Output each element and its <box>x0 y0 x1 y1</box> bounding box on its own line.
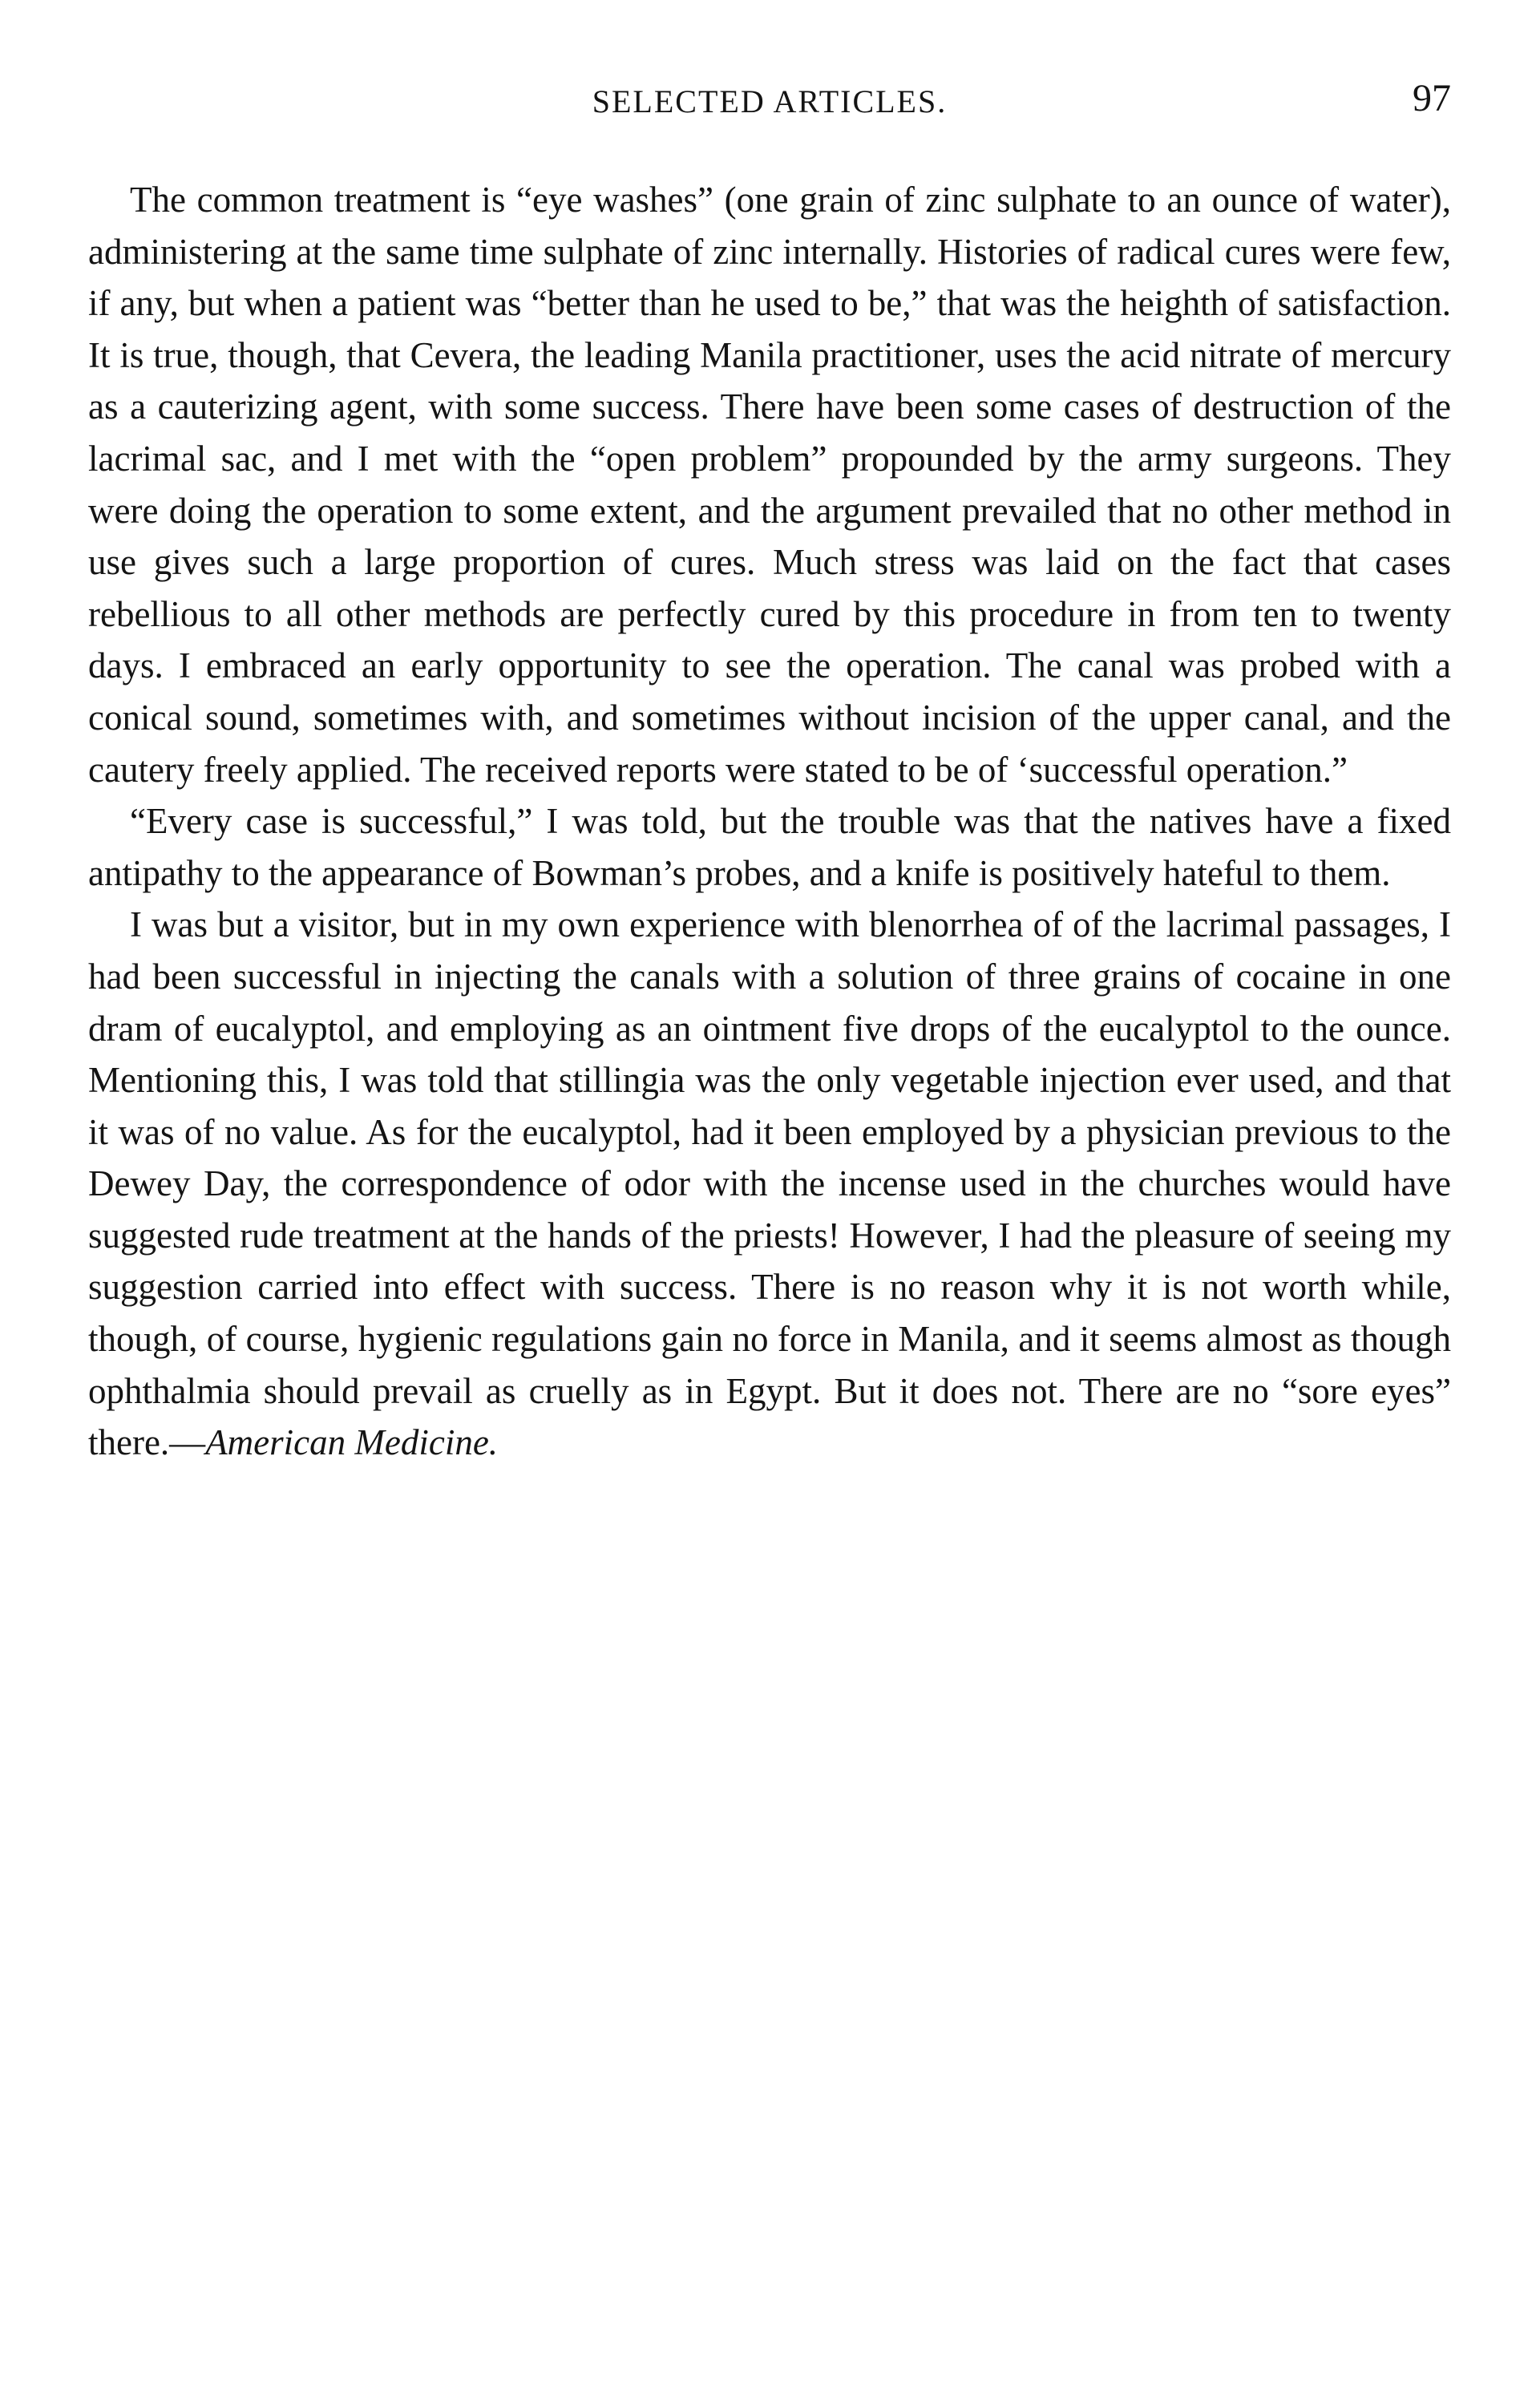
book-page <box>88 76 1451 2321</box>
page-number: 97 <box>1413 77 1451 119</box>
paragraph-3-text: I was but a visitor, but in my own experience with blenorrhea of of the lacrimal passages, I had been successful in injecting the canals with a solution of three grains of cocaine in one dram of eucalyptol, and employing as an ointment five drops of the eucalyptol to the ounce. Mentioning this, I was told that stillingia was the only vegetable injection ever used, and that it was of no value. As for the eucalyptol, had it been employed by a physician previous to the Dewey Day, the correspondence of odor with the incense used in the churches would have suggested rude treatment at the hands of the priests! However, I had the pleasure of seeing my suggestion carried into effect with success. There is no reason why it is not worth while, though, of course, hygienic regulations gain no force in Manila, and it seems almost as though ophthalmia should prevail as cruelly as in Egypt. But it does not. There are no “sore eyes” there.— <box>88 904 1451 1463</box>
article-body <box>88 174 1451 1469</box>
paragraph-2: “Every case is successful,” I was told, but the trouble was that the natives have a fixed antipathy to the appearance of Bowman’s probes, and a knife is positively hateful to them. <box>88 801 1451 893</box>
paragraph-1: The common treatment is “eye washes” (one grain of zinc sulphate to an ounce of water), administering at the same time sulphate of zinc internally. Histories of radical cures were few, if any, but when a patient was “better than he used to be,” that was the heighth of satisfaction. It is true, though, that Cevera, the leading Manila practitioner, uses the acid nitrate of mercury as a cauterizing agent, with some success. There have been some cases of destruction of the lacrimal sac, and I met with the “open problem” propounded by the army surgeons. They were doing the operation to some extent, and the argument prevailed that no other method in use gives such a large proportion of cures. Much stress was laid on the fact that cases rebellious to all other methods are perfectly cured by this procedure in from ten to twenty days. I embraced an early opportunity to see the operation. The canal was probed with a conical sound, sometimes with, and sometimes without incision of the upper canal, and the cautery freely applied. The received reports were stated to be of ‘successful operation.” <box>88 180 1451 790</box>
running-title: SELECTED ARTICLES. <box>592 83 948 119</box>
running-header <box>88 76 1451 140</box>
source-attribution: American Medicine. <box>205 1422 499 1463</box>
paragraph-3 <box>88 899 1451 1469</box>
